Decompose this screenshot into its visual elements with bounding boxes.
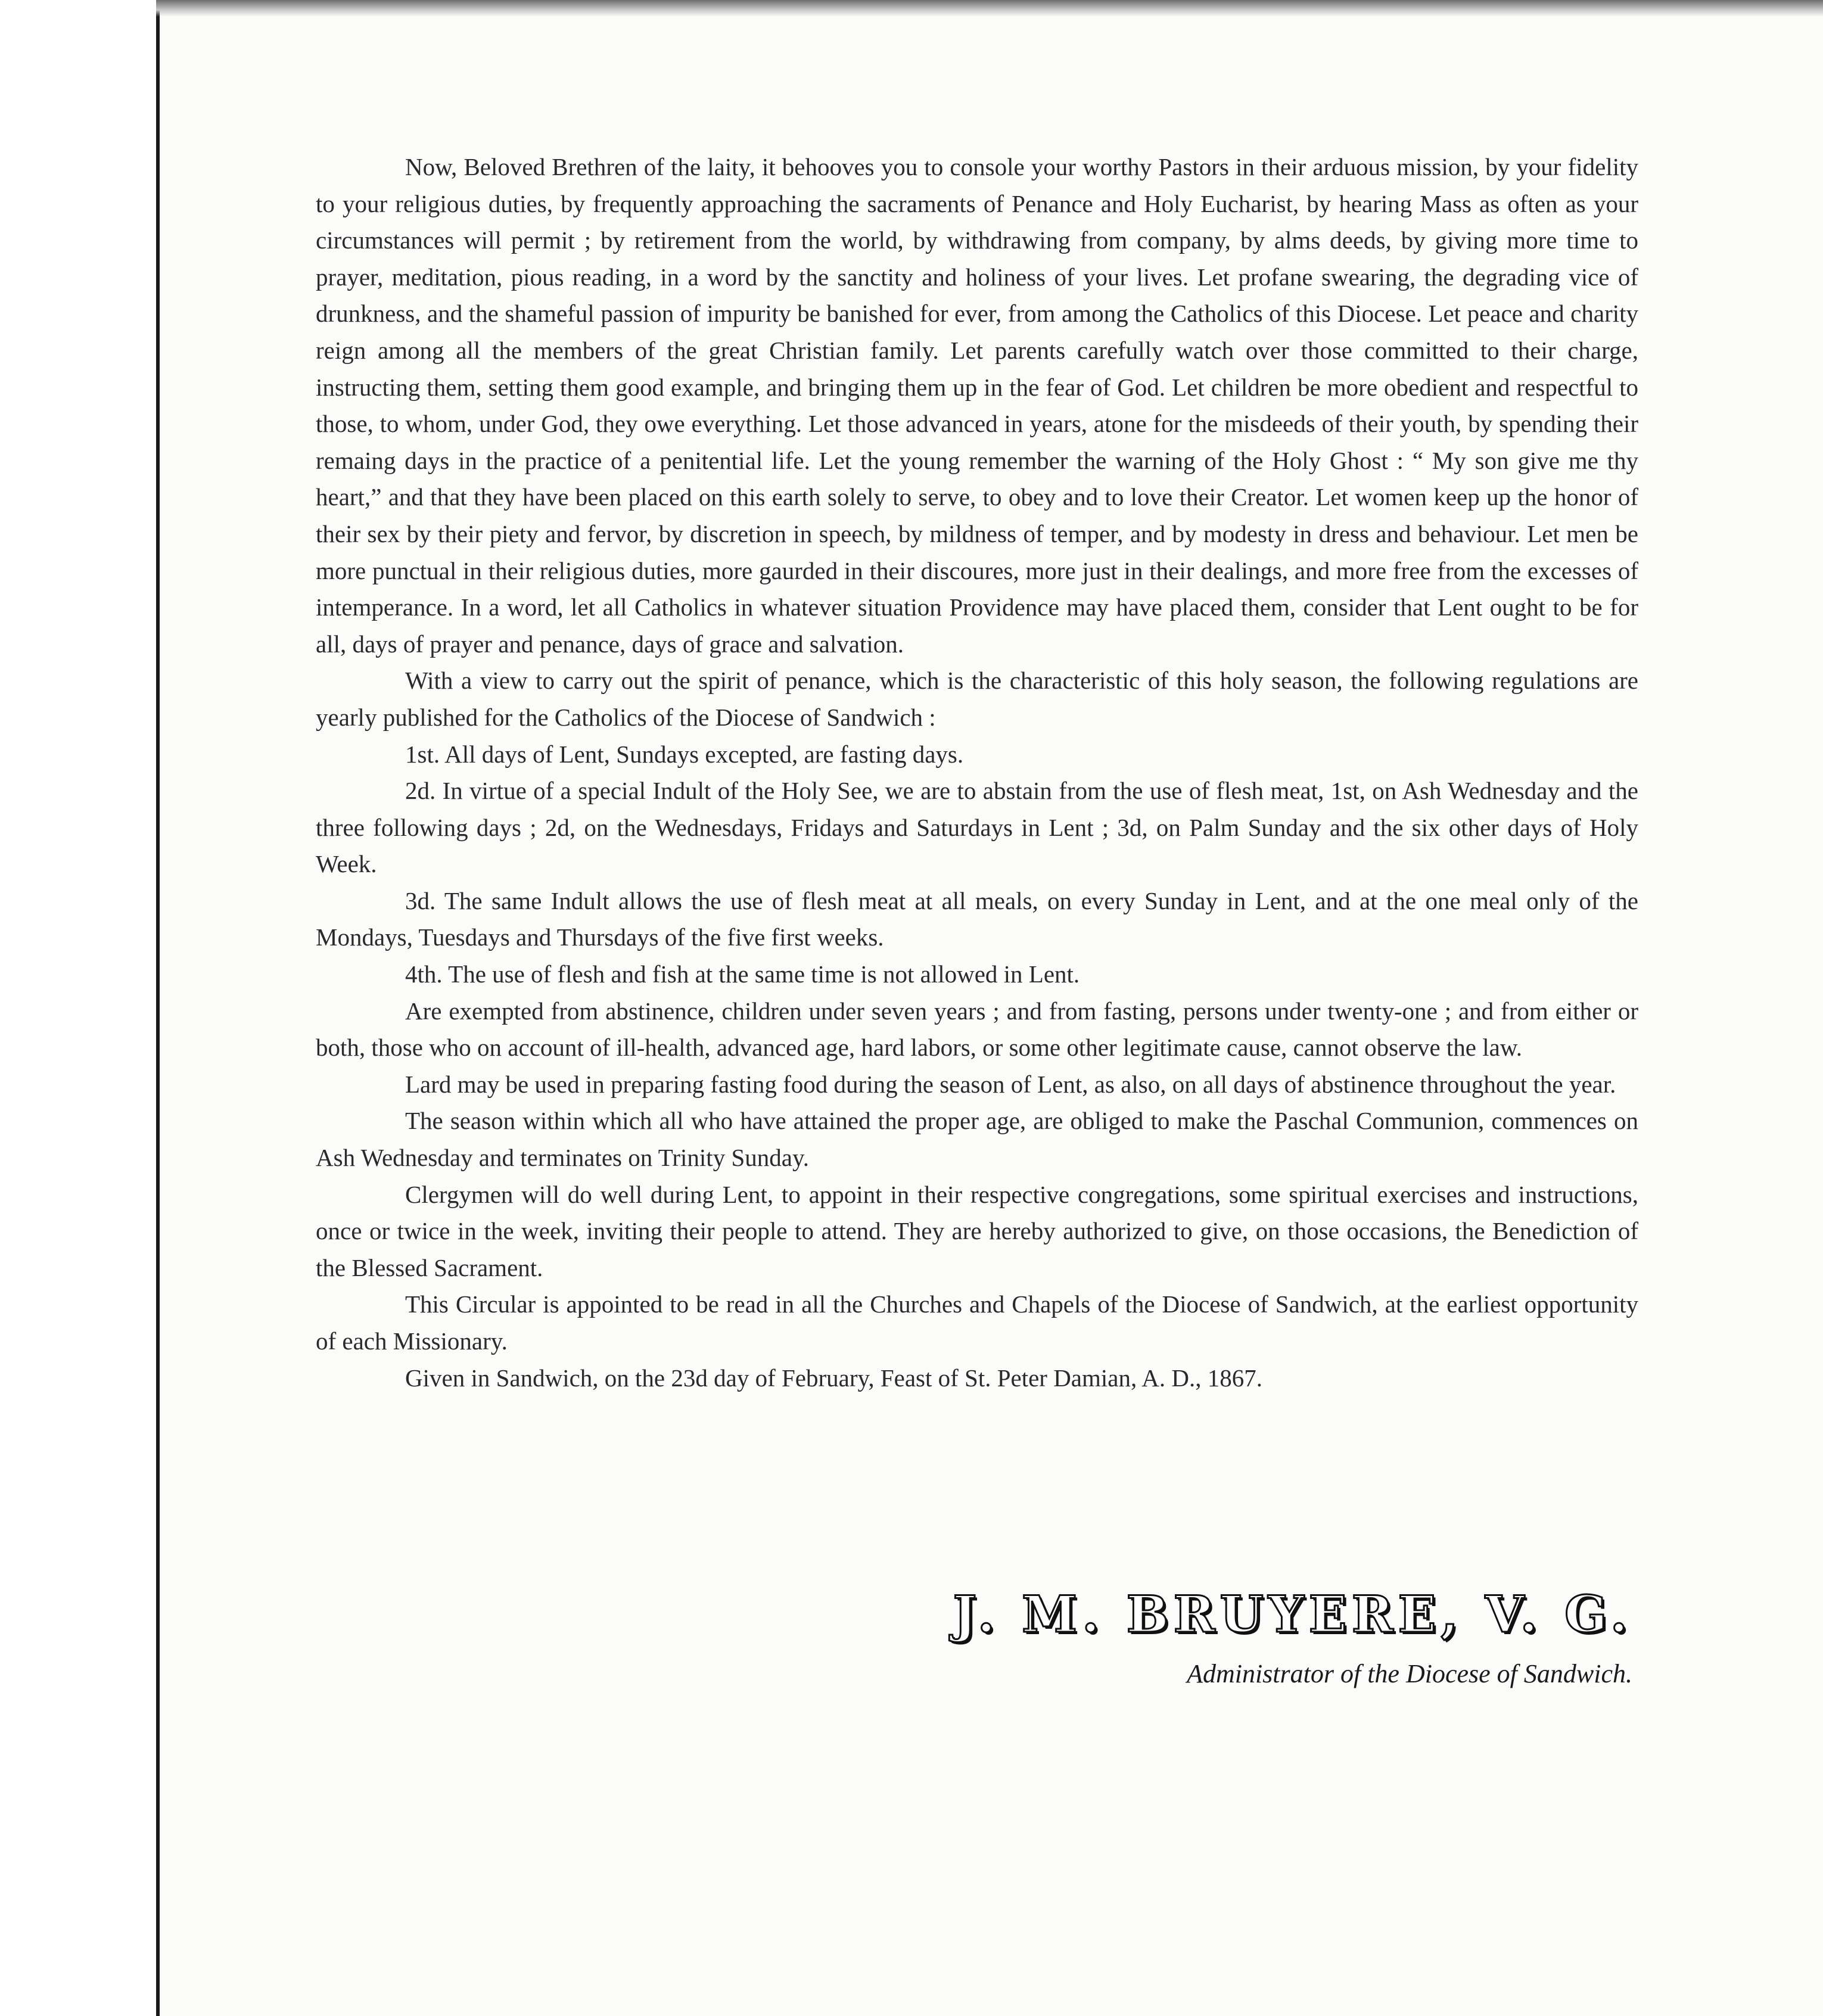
regulation-1: 1st. All days of Lent, Sundays excepted, are fasting days. — [405, 740, 964, 768]
paragraph-clergymen: Clergymen will do well during Lent, to appoint in their respective congregations, some spiritual exercises and instructions, once or twice in the week, inviting their people to attend. They are hereby authorized to give, on those occasions, the Benediction of the Blessed Sacrament. — [316, 1180, 1638, 1281]
paragraph-lard: Lard may be used in preparing fasting food during the season of Lent, as also, on all days of abstinence throughout the year. — [405, 1070, 1616, 1098]
paragraph-regulations-intro: With a view to carry out the spirit of penance, which is the characteristic of this holy season, the following regulations are yearly published for the Catholics of the Diocese of Sandwich : — [316, 667, 1638, 731]
page-top-edge — [156, 0, 1823, 17]
paragraph-exhortation: Now, Beloved Brethren of the laity, it behooves you to console your worthy Pastors in their arduous mission, by your fidelity to your religious duties, by frequently approaching the sacraments of Penance and Holy Eucharist, by hearing Mass as often as your circumstances will permit ; by retirement from the world, by withdrawing from company, by alms deeds, by giving more time to prayer, meditation, pious reading, in a word by the sanctity and holiness of your lives. Let profane swearing, the degrading vice of drunkness, and the shameful passion of impurity be banished for ever, from among the Catholics of this Diocese. Let peace and charity reign among all the members of the great Christian family. Let parents carefully watch over those committed to their charge, instructing them, setting them good example, and bringing them up in the fear of God. Let children be more obedient and respectful to those, to whom, under God, they owe everything. Let those advanced in years, atone for the misdeeds of their youth, by spending their remaing days in the practice of a penitential life. Let the young remember the warning of the Holy Ghost : “ My son give me thy heart,” and that they have been placed on this earth solely to serve, to obey and to love their Creator. Let women keep up the honor of their sex by their piety and fervor, by discretion in speech, by mildness of temper, and by modesty in dress and behaviour. Let men be more punctual in their religious duties, more gaurded in their discoures, more just in their dealings, and more free from the excesses of intemperance. In a word, let all Catholics in whatever situation Providence may have placed them, consider that Lent ought to be for all, days of prayer and penance, days of grace and salvation. — [316, 153, 1638, 658]
paragraph-exemptions: Are exempted from abstinence, children under seven years ; and from fasting, persons under twenty-one ; and from either or both, those who on account of ill-health, advanced age, hard labors, or some other legitimate cause, cannot observe the law. — [316, 997, 1638, 1062]
paragraph-given-date: Given in Sandwich, on the 23d day of February, Feast of St. Peter Damian, A. D., 1867. — [405, 1364, 1262, 1392]
circular-body — [316, 149, 1638, 1396]
regulation-4: 4th. The use of flesh and fish at the same time is not allowed in Lent. — [405, 960, 1080, 988]
signature-title: Administrator of the Diocese of Sandwich. — [1187, 1659, 1632, 1688]
paragraph-circular-reading: This Circular is appointed to be read in all the Churches and Chapels of the Diocese of Sandwich, at the earliest opportunity of each Missionary. — [316, 1290, 1638, 1355]
regulation-2: 2d. In virtue of a special Indult of the Holy See, we are to abstain from the use of flesh meat, 1st, on Ash Wednesday and the three following days ; 2d, on the Wednesdays, Fridays and Saturdays in Lent ; 3d, on Palm Sunday and the six other days of Holy Week. — [316, 777, 1638, 878]
paragraph-paschal-season: The season within which all who have attained the proper age, are obliged to make the Paschal Communion, commences on Ash Wednesday and terminates on Trinity Sunday. — [316, 1107, 1638, 1172]
scan-margin — [0, 0, 156, 2016]
signature-block — [953, 1585, 1632, 1689]
signature-name: J. M. BRUYERE, V. G. — [953, 1585, 1632, 1644]
regulation-3: 3d. The same Indult allows the use of flesh meat at all meals, on every Sunday in Lent, and at the one meal only of the Mondays, Tuesdays and Thursdays of the five first weeks. — [316, 886, 1638, 951]
